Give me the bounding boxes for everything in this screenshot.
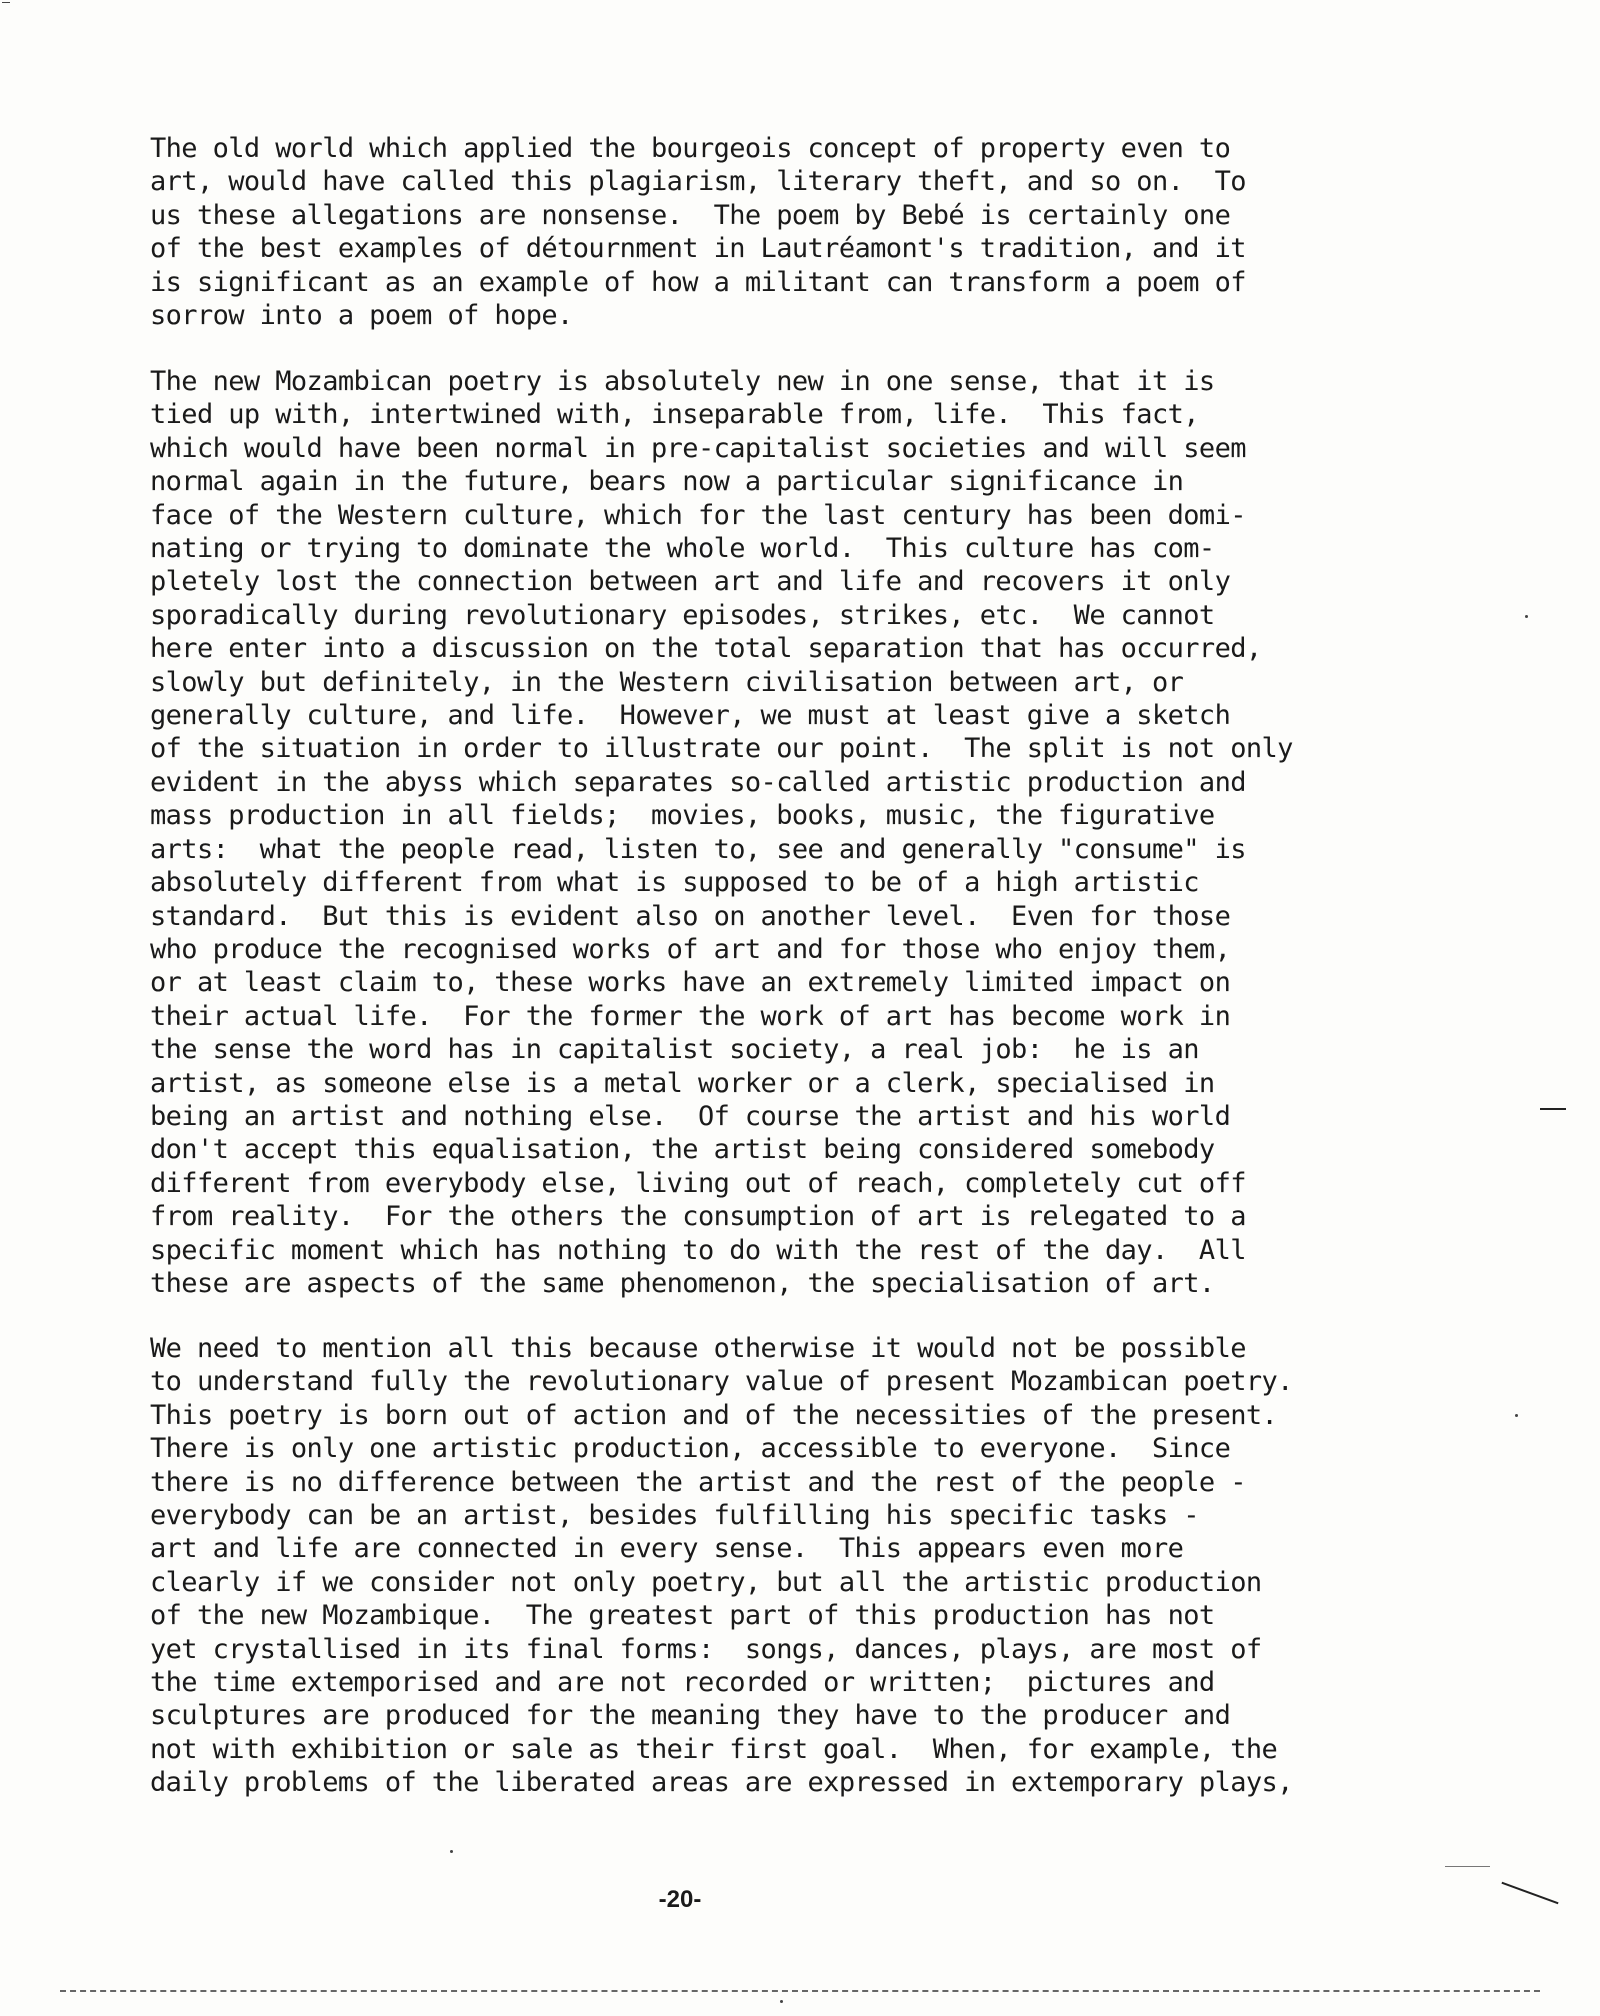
paragraph-1: The old world which applied the bourgeois concept of property even to art, would have called this plagiarism, literary theft, and so on. To us these allegations are nonsense. The poem by Bebé is certainly one of the best examples of détournment in Lautréamont's tradition, and it is significant as an example of how a militant can transform a poem of sorrow into a poem of hope. — [150, 133, 1246, 332]
footer-divider — [60, 1990, 1540, 1994]
paragraph-3: We need to mention all this because otherwise it would not be possible to understand fully the revolutionary value of present Mozambican poetry. This poetry is born out of action and of the necessities of the present. There is only one artistic production, accessible to everyone. Since there is no difference between the artist and the rest of the people - everybody can be an artist, besides fulfilling his specific tasks - art and life are connected in every sense. This appears even more clearly if we consider not only poetry, but all the artistic production of the new Mozambique. The greatest part of this production has not yet crystallised in its final forms: songs, dances, plays, are most of the time extemporised and are not recorded or written; pictures and sculptures are produced for the meaning they have to the producer and not with exhibition or sale as their first goal. When, for example, the daily problems of the liberated areas are expressed in extemporary plays, — [150, 1333, 1293, 1799]
scan-speck — [1525, 615, 1528, 618]
scan-speck — [450, 1850, 453, 1853]
scan-speck — [1515, 1414, 1518, 1417]
scan-artifact — [2, 2, 10, 3]
paragraph-2: The new Mozambican poetry is absolutely new in one sense, that it is tied up with, intertwined with, inseparable from, life. This fact, which would have been normal in pre-capitalist societies and will seem normal again in the future, bears now a particular significance in face of the Western culture, which for the last century has been domi- nating or trying to dominate the whole world. This culture has com- pletely lost the connection between art and life and recovers it only sporadically during revolutionary episodes, strikes, etc. We cannot here enter into a discussion on the total separation that has occurred, slowly but definitely, in the Western civilisation between art, or generally culture, and life. However, we must at least give a sketch of the situation in order to illustrate our point. The split is not only evident in the abyss which separates so-called artistic production and mass production in all fields; movies, books, music, the figurative arts: what the people read, listen to, see and generally "consume" is absolutely different from what is supposed to be of a high artistic standard. But this is evident also on another level. Even for those who produce the recognised works of art and for those who enjoy them, or at least claim to, these works have an extremely limited impact on their actual life. For the former the work of art has become work in the sense the word has in capitalist society, a real job: he is an artist, as someone else is a metal worker or a clerk, specialised in being an artist and nothing else. Of course the artist and his world don't accept this equalisation, the artist being considered somebody different from everybody else, living out of reach, completely cut off from reality. For the others the consumption of art is relegated to a specific moment which has nothing to do with the rest of the day. All these are aspects of the same phenomenon, the specialisation of art. — [150, 366, 1293, 1299]
scan-speck — [780, 2000, 783, 2003]
margin-mark — [1540, 1108, 1566, 1110]
page-number: -20- — [658, 1886, 702, 1913]
margin-mark — [1445, 1866, 1490, 1867]
margin-mark — [1501, 1882, 1558, 1904]
